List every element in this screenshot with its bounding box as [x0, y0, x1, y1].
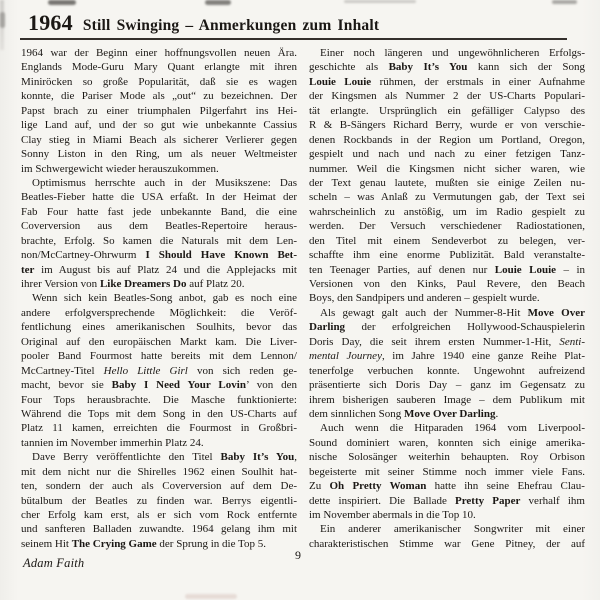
text-line: [309, 436, 585, 450]
body-text: lige Land auf, und der so gut wie unbekannte Cassius: [21, 119, 297, 132]
text-line: [309, 450, 585, 464]
body-text: Beatles-Fieber hatte die USA erfaßt. In der Heimat der: [21, 191, 297, 204]
body-text: Papst brach zu einer triumphalen Pilgerfahrt ins Hei-: [21, 104, 297, 117]
scan-artifact: [185, 594, 237, 599]
song-title-text: ter: [21, 263, 35, 276]
text-line: [309, 147, 585, 161]
text-line: [309, 104, 585, 118]
text-line: [21, 407, 297, 421]
song-title-text: Darling: [309, 321, 346, 334]
body-text: Wenn sich kein Beatles-Song anbot, gab es noch eine: [32, 292, 297, 305]
text-line: [309, 364, 585, 378]
song-title-text: The Crying Game: [71, 537, 157, 550]
text-line: [21, 89, 297, 103]
body-text: ,: [294, 451, 297, 464]
chapter-year: 1964: [28, 10, 73, 35]
body-text: cher Erfolg kam erst, als er sich vom Rock entfernte: [21, 509, 297, 521]
body-text: Miniröcken so große Popularität, daß sie es wagen: [21, 75, 297, 88]
scan-artifact: [552, 0, 577, 4]
text-line: [309, 263, 585, 277]
body-text: der Kingsmen als Nummer 2 der US-Charts Populari-: [309, 90, 585, 103]
scan-artifact: [344, 0, 416, 3]
body-text: tät erlangte. Ursprünglich ein gefälliger Calypso des: [309, 104, 585, 117]
text-line: [309, 190, 585, 204]
text-line: [21, 364, 297, 378]
body-text: dem sinnlichen Song: [309, 407, 405, 420]
body-text: im Schwergewicht wieder herauszukommen.: [21, 162, 219, 175]
text-line: [21, 320, 297, 334]
text-line: [309, 508, 585, 522]
body-text: dette inspiriert. Die Ballade: [309, 494, 455, 507]
text-line: [21, 46, 297, 60]
scan-artifact: [0, 12, 5, 28]
chapter-header: [28, 10, 588, 36]
text-line: [21, 465, 297, 479]
text-line: [309, 494, 585, 508]
text-line: [21, 479, 297, 493]
song-title-text: Louie Louie: [309, 75, 372, 88]
italic-text: Senti-: [559, 335, 585, 348]
body-text: verhalf ihm: [520, 494, 585, 507]
body-text: begeisterte mit seiner Stimme noch immer viele Fans.: [309, 465, 585, 478]
body-text: Original auf den europäischen Markt kam. Die Liver-: [21, 335, 297, 348]
text-line: [309, 349, 585, 363]
body-text: Sound dominiert waren, konnten sich einige amerika-: [309, 436, 585, 449]
song-title-text: Oh Pretty Woman: [329, 480, 427, 493]
text-line: [309, 421, 585, 435]
text-line: [309, 162, 585, 176]
body-text: im November abermals in die Top 10.: [309, 509, 476, 521]
song-title-text: Move Over: [527, 306, 585, 319]
body-text: charakteristischen Stimme war Gene Pitney, der auf: [309, 537, 585, 550]
body-text: Englands Mode-Guru Mary Quant erlangte mit ihren: [21, 61, 297, 74]
body-text: tannien im November immerhin Platz 24.: [21, 436, 204, 449]
text-line: [309, 89, 585, 103]
chapter-title: Still Swinging – Anmerkungen zum Inhalt: [82, 17, 380, 34]
song-title-text: Like Dreamers Do: [99, 278, 187, 290]
text-line: [21, 190, 297, 204]
body-text: non/McCartney-Ohrwurm: [21, 249, 146, 262]
body-text: tenerfolge verbuchen konnte. Ungewohnt aufreizend: [309, 364, 585, 377]
body-text: werden. Der Versuch verschiedener Radiostationen,: [309, 220, 585, 233]
body-text: ihrem bisherigen sauberen Image – dem Publikum mit: [309, 393, 585, 406]
body-text: Als gewagt galt auch der Nummer-8-Hit: [320, 306, 528, 319]
body-text: geschichte als: [309, 61, 389, 74]
text-line: [21, 162, 297, 176]
text-line: [309, 219, 585, 233]
body-text: nummer. Weil die Kingsmen nicht sicher waren, wie: [309, 162, 585, 175]
body-text: andere erfolgversprechende Möglichkeit: die Veröf-: [21, 306, 297, 319]
body-text: gespielt und nach und nach zu einer fetzigen Tanz-: [309, 148, 585, 161]
body-text: 1964 war der Beginn einer hoffnungsvollen neuen Ära.: [21, 47, 297, 59]
text-line: [309, 378, 585, 392]
body-text: nische Solosänger weiterhin behaupten. Roy Orbison: [309, 451, 585, 464]
text-line: [21, 75, 297, 89]
text-line: [309, 335, 585, 349]
body-text: Während die Tops mit dem Song in den US-Charts auf: [21, 407, 297, 420]
body-text: kann sich der Song: [467, 61, 585, 74]
text-line: [21, 537, 297, 551]
text-line: [21, 306, 297, 320]
text-line: [309, 537, 585, 551]
body-text: Einer noch längeren und ungewöhnlicheren Erfolgs-: [320, 47, 585, 59]
text-line: [21, 494, 297, 508]
text-line: [21, 291, 297, 305]
body-text: Versionen von den Kinks, Paul Revere, den Beach: [309, 278, 585, 290]
text-line: [309, 306, 585, 320]
body-text: von sich reden ge-: [187, 364, 297, 377]
body-text: mit dem nicht nur die Shirelles 1962 einen Soulhit hat-: [21, 465, 297, 478]
text-line: [21, 421, 297, 435]
body-text: .: [495, 407, 499, 420]
text-line: [21, 508, 297, 522]
body-text: der Sprung in die Top 5.: [156, 537, 266, 550]
scan-edge-artifact: [0, 0, 4, 50]
text-line: [21, 248, 297, 262]
text-line: [309, 479, 585, 493]
body-text: Clay stieg in Miami Beach als sicherer Verlierer gegen: [21, 133, 297, 146]
body-text: seinem Hit: [21, 537, 72, 550]
text-line: [309, 118, 585, 132]
body-text: konnte, die Pariser Mode als „out“ zu bezeichnen. Der: [21, 90, 297, 103]
italic-text: mental Journey: [309, 350, 382, 363]
body-text: rühmen, der erstmals in einer Aufnahme: [371, 75, 585, 88]
body-text: fentlichung eines amerikanischen Soulhits, bevor das: [21, 321, 297, 334]
text-line: [309, 522, 585, 536]
text-line: [21, 277, 297, 291]
scan-artifact: [205, 0, 231, 5]
text-line: [309, 60, 585, 74]
body-text: scheln – was Anlaß zu Vermutungen gab, der Text sei: [309, 191, 585, 204]
text-line: [21, 378, 297, 392]
body-text: Doris Day, die seit ihrem ersten Nummer-1-Hit,: [309, 335, 560, 348]
body-text: der Text genau lautete, mußten sie einige Zeilen nu-: [309, 176, 585, 189]
text-line: [21, 263, 297, 277]
body-text: Zu: [309, 480, 330, 493]
text-line: [309, 277, 585, 291]
left-text-column: [21, 46, 297, 554]
song-title-text: Baby It’s You: [388, 61, 468, 74]
text-line: [21, 522, 297, 536]
body-text: ten Teenager Parties, auf denen nur: [309, 263, 495, 276]
body-text: Platz 11 kamen, erreichten die Fourmost in Großbri-: [21, 422, 297, 435]
text-line: [21, 176, 297, 190]
song-title-text: Baby It’s You: [220, 451, 295, 464]
text-line: [309, 176, 585, 190]
text-line: [309, 393, 585, 407]
song-title-text: Baby I Need Your Lovin: [111, 379, 246, 392]
body-text: Dave Berry veröffentlichte den Titel: [32, 451, 221, 464]
body-text: ten, sondern der auch als Coverversion auf dem De-: [21, 480, 297, 493]
text-line: [309, 465, 585, 479]
text-line: [309, 407, 585, 421]
text-line: [309, 291, 585, 305]
text-line: [21, 234, 297, 248]
text-line: [309, 205, 585, 219]
body-text: im August bis auf Platz 24 und die Applejacks mit: [34, 263, 297, 276]
body-text: , im Jahre 1940 eine ganze Reihe Plat-: [381, 350, 585, 363]
text-line: [21, 335, 297, 349]
body-text: auf Platz 20.: [186, 278, 245, 290]
body-text: Coverversion aus dem Beatles-Repertoire heraus-: [21, 220, 297, 233]
text-line: [21, 393, 297, 407]
body-text: Optimismus herrschte auch in der Musikszene: Das: [32, 176, 297, 189]
body-text: brachte, Erfolg. So kamen die Naturals mit dem Len-: [21, 234, 297, 247]
text-line: [309, 234, 585, 248]
body-text: – in: [556, 263, 585, 276]
text-line: [21, 436, 297, 450]
text-line: [21, 133, 297, 147]
text-line: [309, 46, 585, 60]
body-text: Auch wenn die Hitparaden 1964 vom Liverpool-: [320, 422, 585, 435]
body-text: Boys, den Sandpipers und anderen – gespielt wurde.: [309, 292, 540, 305]
text-line: [21, 104, 297, 118]
song-title-text: I Should Have Known Bet-: [145, 249, 297, 262]
song-title-text: Move Over Darling: [404, 407, 496, 420]
body-text: Sonny Liston in den Ring, um als neuer Weltmeister: [21, 148, 297, 161]
body-text: ’ von den: [245, 379, 297, 392]
body-text: pooler Band Fourmost hatte bereits mit dem Lennon/: [21, 350, 297, 363]
text-line: [309, 248, 585, 262]
body-text: und sanfteren Balladen zuwandte. 1964 gelang ihm mit: [21, 523, 297, 536]
text-line: [21, 147, 297, 161]
body-text: McCartney-Titel: [21, 364, 104, 377]
body-text: Fab Four hatte fast jede unbekannte Band, die eine: [21, 205, 297, 218]
text-line: [21, 118, 297, 132]
song-title-text: Louie Louie: [494, 263, 557, 276]
body-text: präsentierte sich Doris Day – ganz im Gegensatz zu: [309, 379, 585, 392]
text-line: [21, 349, 297, 363]
body-text: denen Rockbands in der Region um Portland, Oregon,: [309, 133, 585, 146]
right-text-column: [309, 46, 585, 554]
page-number: 9: [295, 548, 301, 562]
text-line: [21, 60, 297, 74]
text-line: [309, 75, 585, 89]
body-text: hatte ihn seine Ehefrau Clau-: [426, 480, 585, 493]
body-text: wahrscheinlich zu anstößig, um im Radio gespielt zu: [309, 205, 585, 218]
body-text: R & B-Sängers Richard Berry, wurde er von verschie-: [309, 119, 585, 132]
italic-text: Hello Little Girl: [103, 364, 188, 377]
body-text: ihrer Version von: [21, 278, 100, 290]
header-rule: [20, 38, 567, 40]
song-title-text: Pretty Paper: [455, 494, 521, 507]
text-line: [309, 320, 585, 334]
body-text: den Titel mit einem Sendeverbot zu belegen, ver-: [309, 234, 585, 247]
body-text: macht, bevor sie: [21, 379, 112, 392]
text-line: [309, 133, 585, 147]
author-caption: Adam Faith: [23, 556, 85, 570]
body-text: schaffte ihm eine enorme Publizität. Bald veranstalte-: [309, 249, 585, 262]
body-text: Four Tops herausbrachte. Die Masche funktionierte:: [21, 393, 297, 406]
text-line: [21, 450, 297, 464]
scan-artifact: [48, 0, 76, 5]
text-line: [21, 219, 297, 233]
text-line: [21, 205, 297, 219]
body-text: der erfolgreichen Hollywood-Schauspielerin: [345, 321, 585, 334]
body-text: bütalbum der Beatles zu finden war. Berrys eigentli-: [21, 494, 297, 507]
body-text: Ein anderer amerikanischer Songwriter mit einer: [320, 523, 585, 536]
